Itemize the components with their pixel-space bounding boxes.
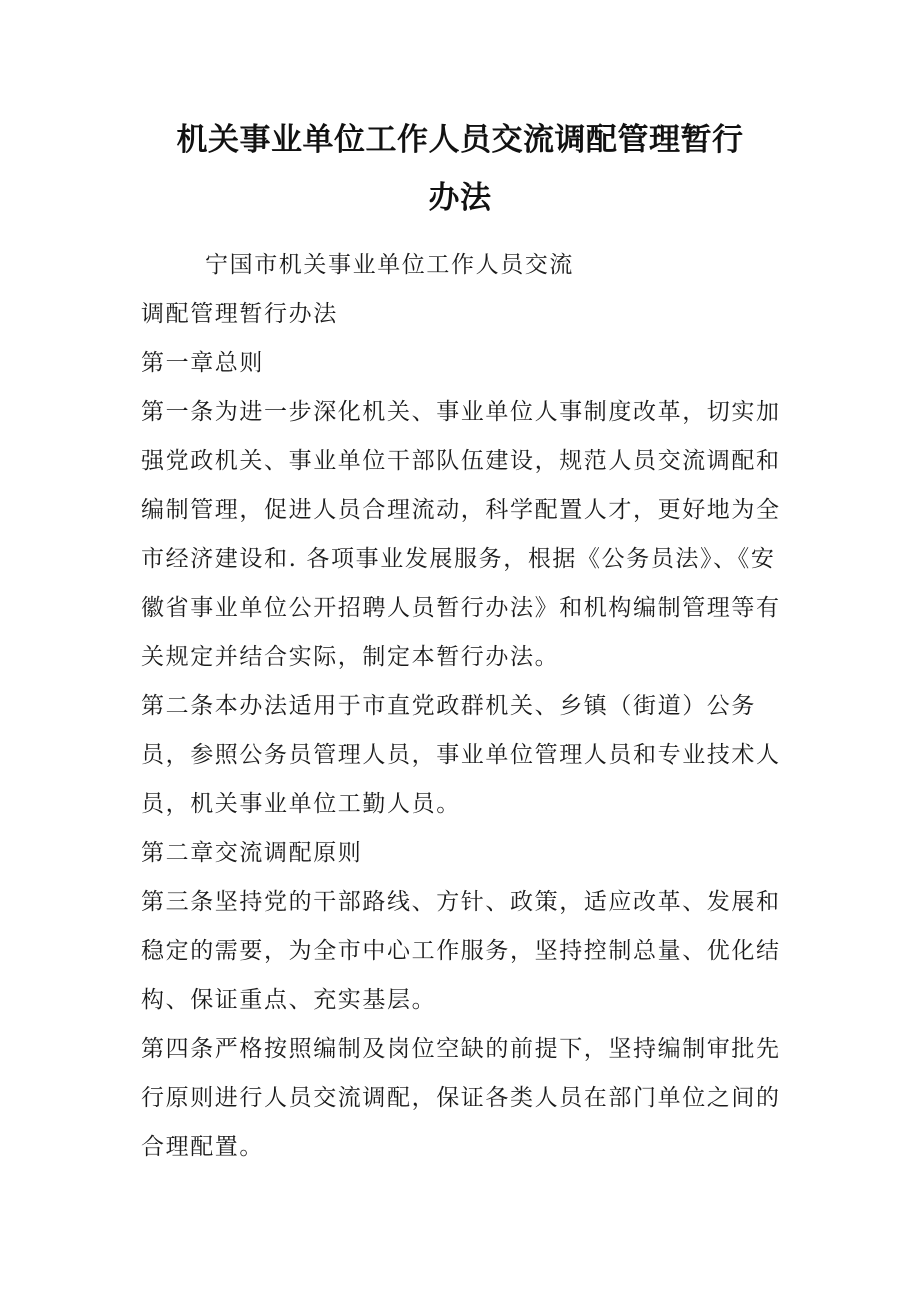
- article-1: 第一条为进一步深化机关、事业单位人事制度改革，切实加强党政机关、事业单位干部队伍建设，规范人员交流调配和编制管理，促进人员合理流动，科学配置人才，更好地为全市经济建设和. 各项事业发展服务，根据《公务员法》、《安徽省事业单位公开招聘人员暂行办法》和机构编制管理等有关规定并结合实际，制定本暂行办法。: [141, 399, 781, 670]
- chapter-heading-1: 第一章总则: [141, 350, 264, 376]
- subtitle-line-1: 宁国市机关事业单位工作人员交流: [205, 252, 574, 278]
- chapter-heading-2: 第二章交流调配原则: [141, 840, 363, 866]
- document-body: [141, 241, 789, 1172]
- document-title-line-1: 机关事业单位工作人员交流调配管理暂行: [176, 122, 744, 158]
- document-title-line-2: 办法: [428, 180, 492, 216]
- article-2: 第二条本办法适用于市直党政群机关、乡镇（街道）公务员，参照公务员管理人员，事业单位管理人员和专业技术人员，机关事业单位工勤人员。: [141, 693, 781, 817]
- article-4: 第四条严格按照编制及岗位空缺的前提下，坚持编制审批先行原则进行人员交流调配，保证各类人员在部门单位之间的合理配置。: [141, 1036, 781, 1160]
- subtitle-line-2: 调配管理暂行办法: [141, 301, 338, 327]
- article-3: 第三条坚持党的干部路线、方针、政策，适应改革、发展和稳定的需要，为全市中心工作服务，坚持控制总量、优化结构、保证重点、充实基层。: [141, 889, 781, 1013]
